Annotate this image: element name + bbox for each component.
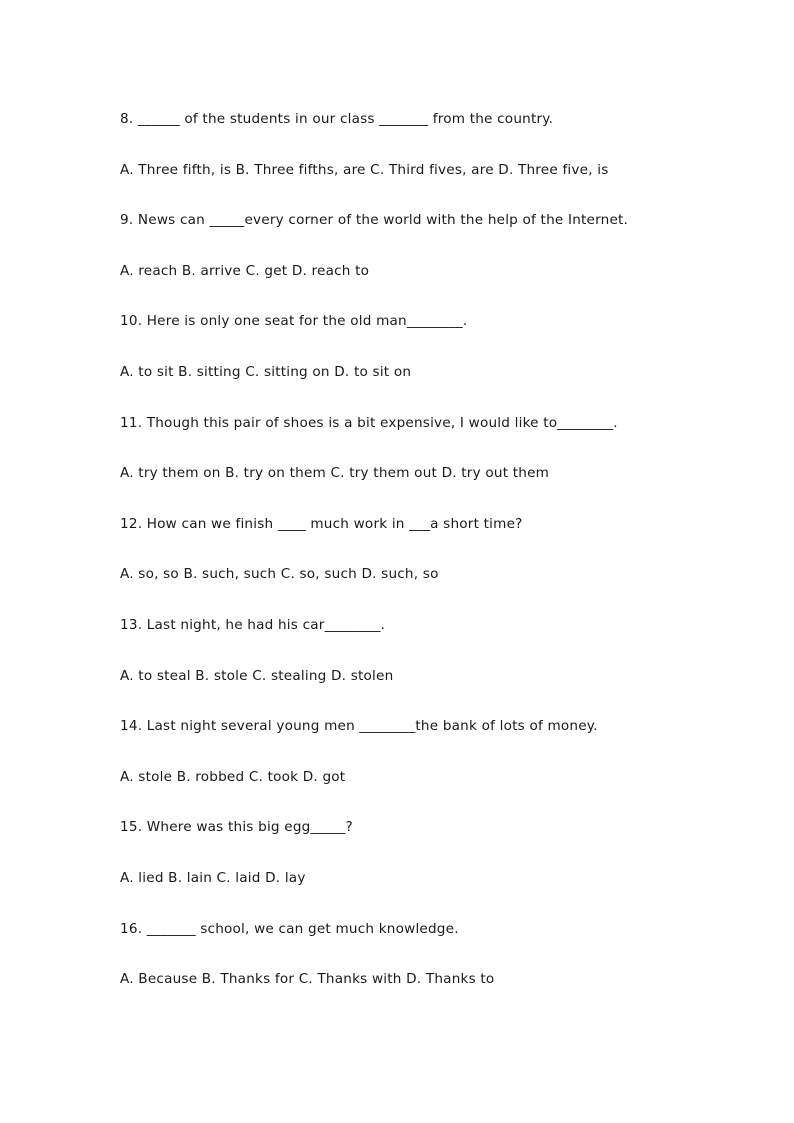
question-options: A. so, so B. such, such C. so, such D. such, so — [120, 566, 439, 583]
question-stem: 8. ______ of the students in our class _______ from the country. — [120, 111, 554, 127]
question-stem: 12. How can we finish ____ much work in ___a short time? — [120, 515, 523, 532]
question-stem: 15. Where was this big egg_____? — [120, 819, 353, 836]
question-options: A. to steal B. stole C. stealing D. stolen — [120, 667, 394, 684]
question-stem: 9. News can _____every corner of the world with the help of the Internet. — [120, 212, 629, 229]
question-list — [120, 110, 740, 1021]
question-stem: 10. Here is only one seat for the old man________. — [120, 313, 468, 330]
question-options: A. try them on B. try on them C. try them out D. try out them — [120, 465, 550, 482]
question-options: A. reach B. arrive C. get D. reach to — [120, 262, 370, 279]
question-options: A. lied B. lain C. laid D. lay — [120, 869, 306, 886]
question-stem: 16. _______ school, we can get much knowledge. — [120, 920, 459, 937]
question-options: A. Three fifth, is B. Three fifths, are C. Third fives, are D. Three five, is — [120, 161, 609, 178]
question-stem: 11. Though this pair of shoes is a bit expensive, I would like to________. — [120, 414, 618, 431]
question-stem: 13. Last night, he had his car________. — [120, 616, 386, 633]
question-options: A. to sit B. sitting C. sitting on D. to sit on — [120, 363, 412, 380]
question-options: A. Because B. Thanks for C. Thanks with D. Thanks to — [120, 971, 495, 988]
question-stem: 14. Last night several young men ________the bank of lots of money. — [120, 718, 598, 735]
question-options: A. stole B. robbed C. took D. got — [120, 768, 346, 785]
